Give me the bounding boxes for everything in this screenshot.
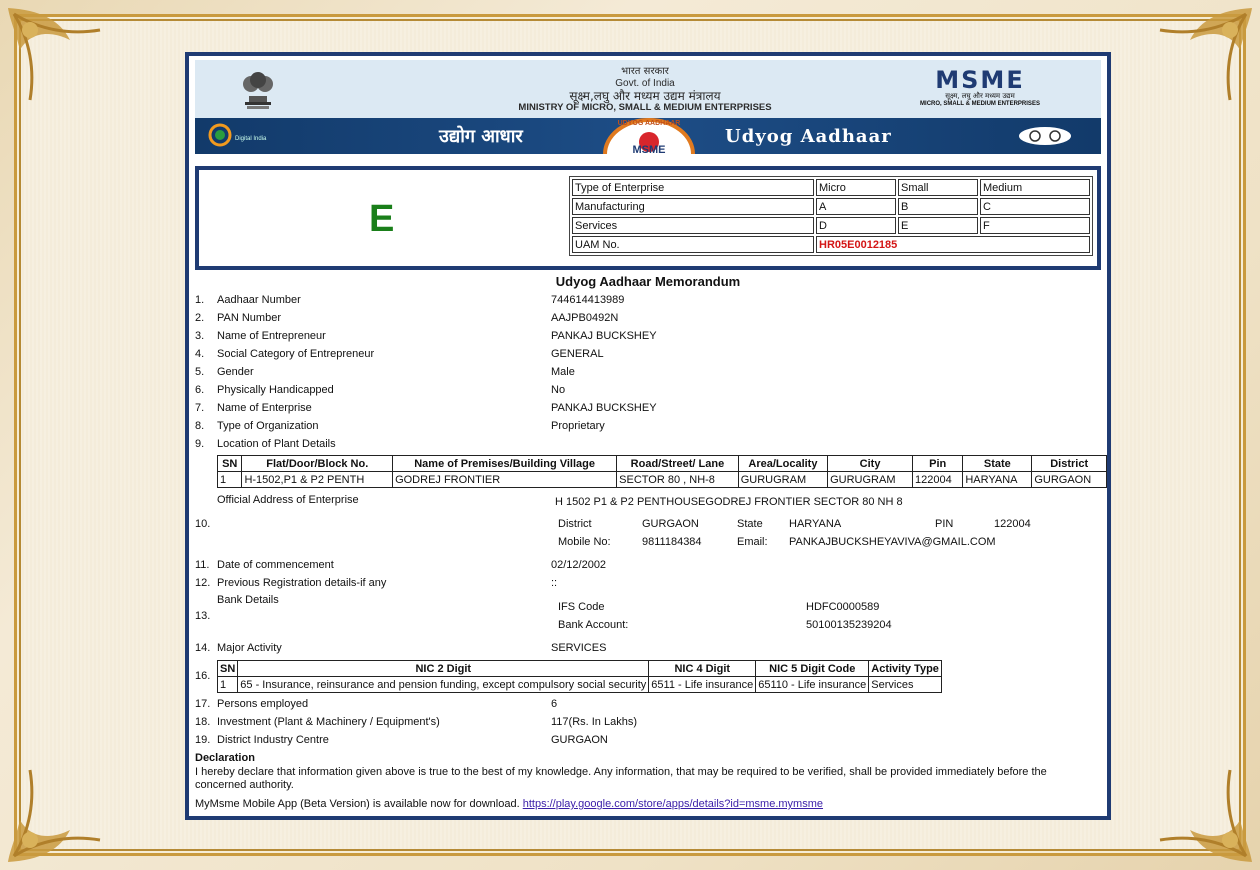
udyog-english-title: Udyog Aadhaar — [725, 126, 892, 147]
field-number: 12. — [195, 577, 211, 589]
ministry-hindi: सूक्ष्म,लघु और मध्यम उद्यम मंत्रालय — [569, 89, 721, 103]
table-row — [218, 472, 1107, 488]
table-cell: C — [980, 198, 1090, 215]
field-number: 6. — [195, 384, 205, 396]
column-header: SN — [218, 456, 242, 472]
column-header: City — [828, 456, 913, 472]
field-number: 14. — [195, 642, 211, 654]
column-header: Activity Type — [869, 661, 942, 677]
table-cell: GURUGRAM — [828, 472, 913, 488]
table-cell: A — [816, 198, 896, 215]
digital-india-text: Digital India — [235, 136, 267, 142]
field-value: Male — [551, 366, 575, 378]
corner-ornament-icon — [1140, 750, 1260, 870]
field-number: 4. — [195, 348, 205, 360]
bank-account-value: 50100135239204 — [806, 619, 892, 631]
bank-account-label: Bank Account: — [558, 619, 629, 631]
table-cell: 6511 - Life insurance — [649, 677, 756, 693]
ua-logo-bottom-text: MSME — [632, 144, 666, 156]
table-cell: GURGAON — [1032, 472, 1107, 488]
field-number: 9. — [195, 438, 205, 450]
field-value: 02/12/2002 — [551, 559, 607, 571]
table-cell: Manufacturing — [572, 198, 814, 215]
field-number: 3. — [195, 330, 205, 342]
column-header: State — [963, 456, 1032, 472]
field-value: :: — [551, 577, 558, 589]
msme-logo-english: MICRO, SMALL & MEDIUM ENTERPRISES — [920, 101, 1040, 107]
mobile-app-text: MyMsme Mobile App (Beta Version) is available now for download. — [195, 798, 520, 810]
ua-logo-top-text: UDYOG AADHAAR — [617, 120, 681, 127]
field-label: Gender — [217, 366, 254, 378]
column-header: NIC 4 Digit — [649, 661, 756, 677]
nic-activity-table — [217, 660, 942, 693]
table-cell: Micro — [816, 179, 896, 196]
pin-value: 122004 — [994, 518, 1031, 530]
column-header: Pin — [913, 456, 963, 472]
field-label: District Industry Centre — [217, 734, 329, 746]
ifs-value: HDFC0000589 — [806, 601, 880, 613]
table-cell: 1 — [218, 677, 238, 693]
table-cell: Medium — [980, 179, 1090, 196]
udyog-aadhaar-logo — [597, 118, 701, 158]
ministry-english: MINISTRY OF MICRO, SMALL & MEDIUM ENTERPRISES — [518, 102, 772, 113]
msme-logo-hindi: सूक्ष्म, लघु और मध्यम उद्यम — [945, 92, 1015, 100]
email-value: PANKAJBUCKSHEYAVIVA@GMAIL.COM — [789, 536, 996, 548]
udyog-aadhaar-banner — [195, 118, 1101, 154]
national-emblem-icon — [231, 66, 285, 112]
enterprise-type-box — [195, 166, 1101, 270]
table-row — [572, 217, 1090, 234]
table-cell: GURUGRAM — [738, 472, 827, 488]
table-cell: E — [898, 217, 978, 234]
field-number: 17. — [195, 698, 211, 710]
digital-india-logo — [207, 122, 297, 150]
enterprise-category-letter: E — [369, 198, 395, 240]
field-number: 18. — [195, 716, 211, 728]
field-number: 19. — [195, 734, 211, 746]
table-cell: HARYANA — [963, 472, 1032, 488]
table-cell: 65110 - Life insurance — [756, 677, 869, 693]
declaration-heading: Declaration — [195, 752, 255, 764]
table-cell: 65 - Insurance, reinsurance and pension funding, except compulsory social security — [238, 677, 649, 693]
udyog-hindi-title: उद्योग आधार — [439, 126, 523, 147]
uam-label: UAM No. — [572, 236, 814, 253]
field-number: 1. — [195, 294, 205, 306]
table-cell: B — [898, 198, 978, 215]
district-value: GURGAON — [642, 518, 699, 530]
field-label: Aadhaar Number — [217, 294, 301, 306]
field-label: Major Activity — [217, 642, 282, 654]
column-header: SN — [218, 661, 238, 677]
field-label: Location of Plant Details — [217, 438, 336, 450]
table-row — [572, 179, 1090, 196]
enterprise-type-table — [569, 176, 1093, 256]
ministry-title-block — [455, 66, 835, 114]
column-header: Area/Locality — [738, 456, 827, 472]
mobile-app-note — [195, 798, 823, 810]
field-label: Name of Entrepreneur — [217, 330, 326, 342]
digital-india-icon — [207, 122, 233, 148]
table-cell: Type of Enterprise — [572, 179, 814, 196]
field-number: 8. — [195, 420, 205, 432]
column-header: NIC 5 Digit Code — [756, 661, 869, 677]
district-label: District — [558, 518, 592, 530]
ifs-label: IFS Code — [558, 601, 605, 613]
memorandum-title: Udyog Aadhaar Memorandum — [555, 274, 741, 289]
table-cell: Services — [572, 217, 814, 234]
state-label: State — [737, 518, 763, 530]
table-row — [572, 198, 1090, 215]
table-cell: 1 — [218, 472, 242, 488]
table-cell: F — [980, 217, 1090, 234]
field-value: AAJPB0492N — [551, 312, 619, 324]
email-label: Email: — [737, 536, 768, 548]
field-number: 5. — [195, 366, 205, 378]
udyog-aadhaar-certificate — [185, 52, 1111, 820]
pin-label: PIN — [935, 518, 954, 530]
field-number: 13. — [195, 610, 211, 622]
field-label: Physically Handicapped — [217, 384, 334, 396]
table-cell: D — [816, 217, 896, 234]
corner-ornament-icon — [0, 750, 120, 870]
column-header: District — [1032, 456, 1107, 472]
field-value: 6 — [551, 698, 558, 710]
mobile-label: Mobile No: — [558, 536, 611, 548]
field-label: Investment (Plant & Machinery / Equipment's) — [217, 716, 440, 728]
msme-logo — [895, 68, 1065, 112]
field-label: Name of Enterprise — [217, 402, 312, 414]
table-cell: Small — [898, 179, 978, 196]
bank-details-label: Bank Details — [217, 594, 279, 606]
field-value: PANKAJ BUCKSHEY — [551, 402, 657, 414]
declaration-text: I hereby declare that information given above is true to the best of my knowledge. Any information, that may be required to be verified, shall be provided immediately before the concerned authority. — [195, 766, 1047, 791]
field-number: 2. — [195, 312, 205, 324]
field-value: 744614413989 — [551, 294, 625, 306]
column-header: Name of Premises/Building Village — [393, 456, 617, 472]
state-value: HARYANA — [789, 518, 842, 530]
table-header-row — [218, 456, 1107, 472]
table-cell: GODREJ FRONTIER — [393, 472, 617, 488]
table-cell: SECTOR 80 , NH-8 — [617, 472, 739, 488]
gov-english: Govt. of India — [615, 78, 675, 89]
table-row — [572, 236, 1090, 253]
column-header: Road/Street/ Lane — [617, 456, 739, 472]
field-number: 10. — [195, 518, 211, 530]
table-cell: H-1502,P1 & P2 PENTH — [242, 472, 393, 488]
official-address-line: H 1502 P1 & P2 PENTHOUSEGODREJ FRONTIER SECTOR 80 NH 8 — [555, 496, 903, 508]
table-header-row — [218, 661, 942, 677]
field-value: SERVICES — [551, 642, 607, 654]
field-number: 7. — [195, 402, 205, 414]
play-store-link[interactable]: https://play.google.com/store/apps/details?id=msme.mymsme — [522, 798, 824, 810]
table-cell: 122004 — [913, 472, 963, 488]
field-label: Type of Organization — [217, 420, 319, 432]
official-address-label: Official Address of Enterprise — [217, 494, 359, 506]
mobile-value: 9811184384 — [642, 536, 702, 548]
ministry-header — [195, 60, 1101, 118]
field-value: GURGAON — [551, 734, 608, 746]
column-header: NIC 2 Digit — [238, 661, 649, 677]
field-label: PAN Number — [217, 312, 281, 324]
table-row — [218, 677, 942, 693]
plant-location-table — [217, 455, 1107, 488]
field-value: 117(Rs. In Lakhs) — [551, 716, 638, 728]
corner-ornament-icon — [0, 0, 120, 120]
field-label: Previous Registration details-if any — [217, 577, 387, 589]
uam-number: HR05E0012185 — [816, 236, 1090, 253]
field-number: 16. — [195, 670, 211, 682]
field-value: GENERAL — [551, 348, 604, 360]
field-label: Date of commencement — [217, 559, 334, 571]
msme-logo-text: MSME — [935, 66, 1025, 94]
field-number: 11. — [195, 559, 210, 571]
field-value: No — [551, 384, 566, 396]
field-value: Proprietary — [551, 420, 605, 432]
corner-ornament-icon — [1140, 0, 1260, 120]
field-label: Social Category of Entrepreneur — [217, 348, 375, 360]
table-cell: Services — [869, 677, 942, 693]
field-value: PANKAJ BUCKSHEY — [551, 330, 657, 342]
column-header: Flat/Door/Block No. — [242, 456, 393, 472]
swachh-bharat-icon — [1017, 126, 1073, 146]
gov-hindi: भारत सरकार — [621, 66, 669, 77]
field-label: Persons employed — [217, 698, 309, 710]
